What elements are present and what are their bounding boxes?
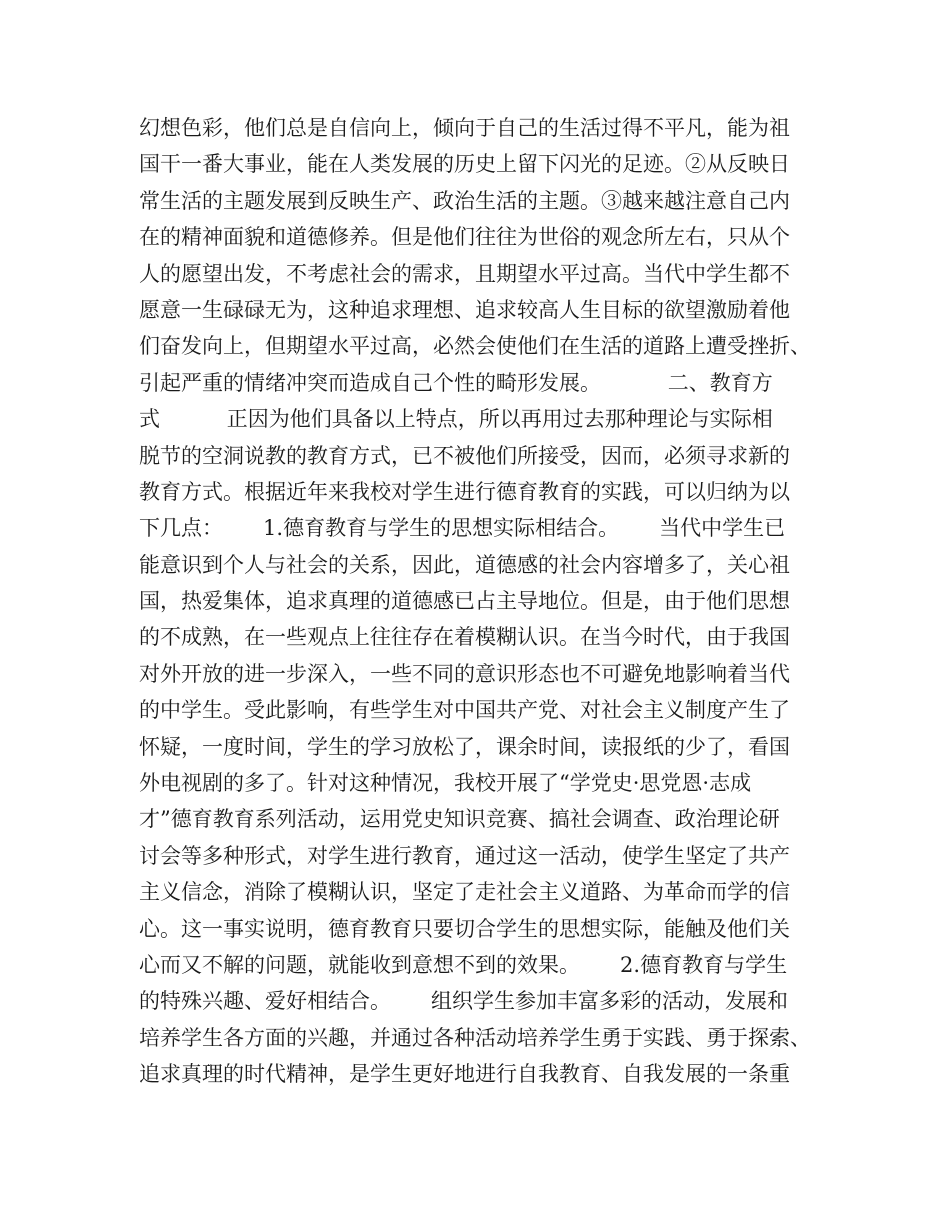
text-line: 能意识到个人与社会的关系，因此，道德感的社会内容增多了，关心祖 [139, 552, 790, 577]
text-line: 教育方式。根据近年来我校对学生进行德育教育的实践，可以归纳为以 [139, 479, 790, 504]
text-line: 追求真理的时代精神，是学生更好地进行自我教育、自我发展的一条重 [139, 1062, 790, 1087]
text-line: 主义信念，消除了模糊认识，坚定了走社会主义道路、为革命而学的信 [139, 880, 790, 905]
text-line: 人的愿望出发，不考虑社会的需求，且期望水平过高。当代中学生都不 [139, 261, 790, 286]
text-line: 心而又不解的问题，就能收到意想不到的效果。 2.德育教育与学生 [139, 952, 788, 977]
text-line: 的中学生。受此影响，有些学生对中国共产党、对社会主义制度产生了 [139, 698, 790, 723]
text-line: 的不成熟，在一些观点上往往存在着模糊认识。在当今时代，由于我国 [139, 625, 790, 650]
text-line: 国，热爱集体，追求真理的道德感已占主导地位。但是，由于他们思想 [139, 589, 790, 614]
text-line: 国干一番大事业，能在人类发展的历史上留下闪光的足迹。②从反映日 [139, 152, 790, 177]
text-line: 引起严重的情绪冲突而造成自己个性的畸形发展。 二、教育方 [139, 370, 773, 395]
text-line: 的特殊兴趣、爱好相结合。 组织学生参加丰富多彩的活动，发展和 [139, 989, 789, 1014]
text-line: 常生活的主题发展到反映生产、政治生活的主题。③越来越注意自己内 [139, 188, 790, 213]
text-line: 在的精神面貌和道德修养。但是他们往往为世俗的观念所左右，只从个 [139, 225, 790, 250]
text-line: 愿意一生碌碌无为，这种追求理想、追求较高人生目标的欲望激励着他 [139, 297, 790, 322]
text-line: 脱节的空洞说教的教育方式，已不被他们所接受，因而，必须寻求新的 [139, 443, 790, 468]
text-line: 讨会等多种形式，对学生进行教育，通过这一活动，使学生坚定了共产 [139, 843, 790, 868]
text-line: 对外开放的进一步深入，一些不同的意识形态也不可避免地影响着当代 [139, 661, 790, 686]
text-line: 才”德育教育系列活动，运用党史知识竞赛、搞社会调查、政治理论研 [139, 807, 780, 832]
text-line: 式 正因为他们具备以上特点，所以再用过去那种理论与实际相 [139, 407, 773, 432]
text-line: 心。这一事实说明，德育教育只要切合学生的思想实际，能触及他们关 [139, 916, 790, 941]
text-line: 下几点： 1.德育教育与学生的思想实际相结合。 当代中学生已 [139, 516, 786, 541]
text-line: 们奋发向上，但期望水平过高，必然会使他们在生活的道路上遭受挫折、 [139, 334, 811, 359]
text-line: 幻想色彩，他们总是自信向上，倾向于自己的生活过得不平凡，能为祖 [139, 116, 790, 140]
text-line: 外电视剧的多了。针对这种情况，我校开展了“学党史·思党恩·志成 [139, 771, 752, 796]
body-text [139, 110, 829, 1093]
text-line: 怀疑，一度时间，学生的学习放松了，课余时间，读报纸的少了，看国 [139, 734, 790, 759]
text-line: 培养学生各方面的兴趣，并通过各种活动培养学生勇于实践、勇于探索、 [139, 1025, 811, 1050]
